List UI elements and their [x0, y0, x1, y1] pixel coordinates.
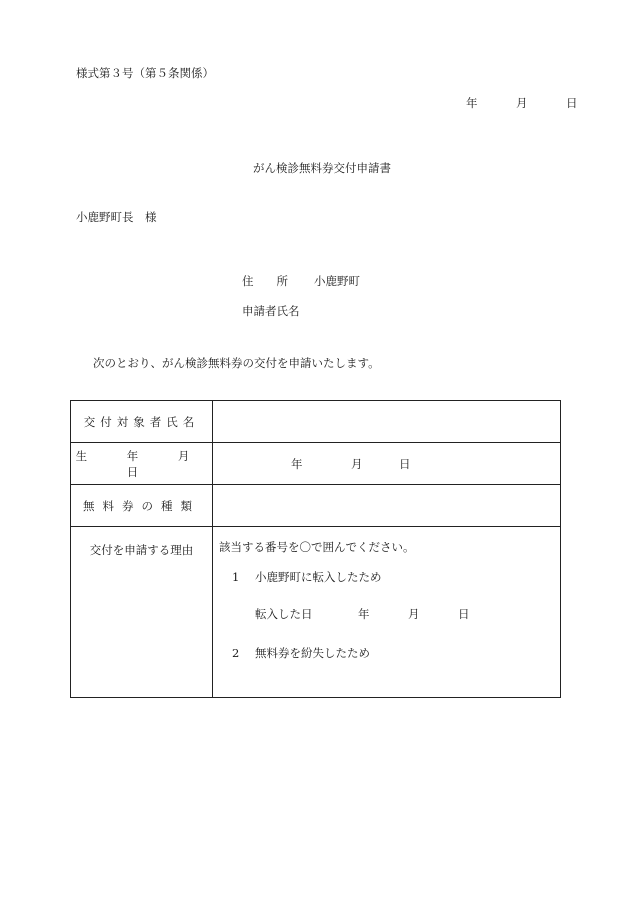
reason-label: 交付を申請する理由	[71, 527, 213, 698]
date-day-label: 日	[566, 96, 578, 110]
reason-instruction: 該当する番号を〇で囲んでください。	[219, 540, 415, 554]
voucher-type-label: 無料券の種類	[71, 485, 213, 527]
birthdate-label: 生 年 月 日	[71, 443, 213, 485]
moved-year-label: 年	[358, 607, 370, 621]
target-name-label: 交付対象者氏名	[71, 401, 213, 443]
address-label: 住 所	[242, 274, 288, 288]
table-row	[71, 443, 561, 485]
voucher-type-field[interactable]	[213, 485, 561, 527]
addressee: 小鹿野町長 様	[76, 210, 157, 224]
applicant-address-row	[242, 276, 360, 288]
application-table	[70, 400, 561, 698]
application-date	[466, 98, 578, 110]
date-year-label: 年	[466, 96, 478, 110]
reason-field[interactable]	[213, 527, 561, 698]
table-row	[71, 401, 561, 443]
moved-in-date-label: 転入した日	[255, 607, 313, 621]
target-name-field[interactable]	[213, 401, 561, 443]
reason-option-1[interactable]	[232, 572, 382, 584]
birth-month-label: 月	[351, 456, 363, 471]
option-2-text: 無料券を紛失したため	[255, 646, 370, 660]
table-row	[71, 527, 561, 698]
intro-text: 次のとおり、がん検診無料券の交付を申請いたします。	[93, 356, 380, 370]
document-title: がん検診無料券交付申請書	[253, 161, 391, 175]
address-value: 小鹿野町	[314, 274, 360, 288]
date-month-label: 月	[516, 96, 528, 110]
option-1-text: 小鹿野町に転入したため	[255, 570, 382, 584]
birth-day-label: 日	[399, 456, 411, 471]
option-1-number: 1	[232, 570, 240, 584]
moved-month-label: 月	[408, 607, 420, 621]
reason-option-2[interactable]	[232, 648, 370, 660]
applicant-name-label: 申請者氏名	[242, 304, 300, 318]
birthdate-field[interactable]	[213, 443, 561, 485]
table-row	[71, 485, 561, 527]
moved-day-label: 日	[458, 607, 470, 621]
moved-in-date	[255, 609, 470, 621]
option-2-number: 2	[232, 646, 240, 660]
birth-year-label: 年	[291, 456, 303, 471]
form-number: 様式第３号（第５条関係）	[76, 66, 214, 80]
